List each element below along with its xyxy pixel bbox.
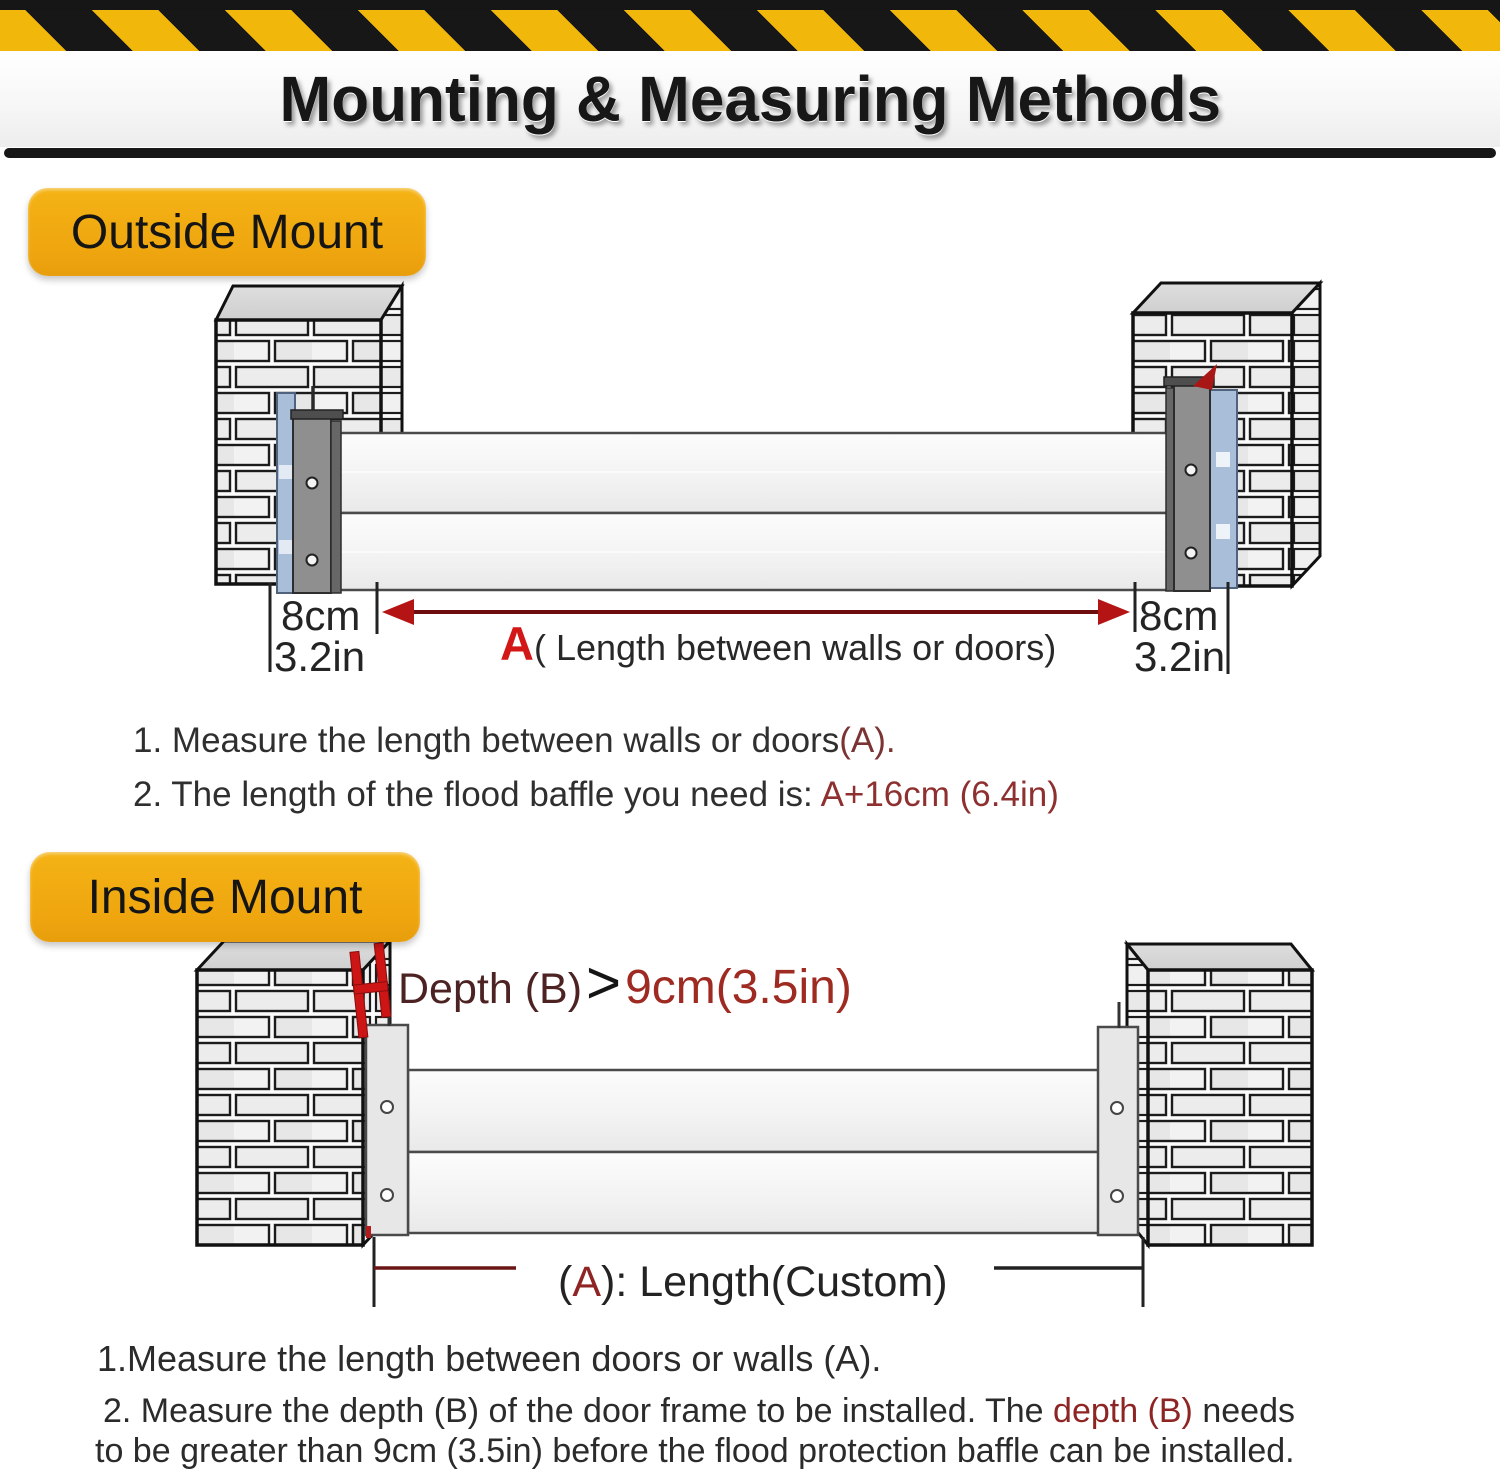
depth-b-caption	[398, 948, 852, 1017]
outside-step-1	[133, 714, 1059, 768]
depth-b-label: Depth (B)	[398, 965, 583, 1013]
page-title: Mounting & Measuring Methods	[279, 63, 1221, 135]
outside-mount-steps	[133, 714, 1059, 822]
right-mount-channel	[1164, 364, 1237, 591]
outside-right-offset-in: 3.2in	[1134, 633, 1226, 680]
length-a-text: ( Length between walls or doors)	[533, 627, 1057, 668]
right-mount-channel-2	[1098, 1002, 1138, 1235]
length-a-caption	[500, 616, 1056, 671]
outside-step-2	[133, 768, 1059, 822]
length-custom-open: (	[558, 1258, 573, 1306]
outside-mount-badge	[28, 188, 426, 276]
outside-step-2-value: A+16cm (6.4in)	[820, 775, 1059, 814]
inside-step-1: 1.Measure the length between doors or walls (A).	[97, 1338, 882, 1379]
outside-step-1-a: (A).	[839, 721, 896, 760]
inside-step-2-line2: to be greater than 9cm (3.5in) before the flood protection baffle can be installed.	[95, 1432, 1295, 1470]
inside-step-2-depth-red: depth (B)	[1053, 1392, 1193, 1430]
outside-right-offset-cm: 8cm	[1139, 592, 1219, 639]
length-a-letter: A	[500, 617, 534, 670]
flood-barrier-panels	[334, 433, 1180, 590]
right-brick-pillar-2	[1127, 944, 1312, 1245]
inside-step-2-text-b: needs	[1192, 1392, 1295, 1430]
depth-b-value: 9cm(3.5in)	[625, 961, 852, 1014]
inside-step-2-text-a: 2. Measure the depth (B) of the door frame to be installed. The	[103, 1392, 1054, 1430]
length-custom-rest: ): Length(Custom)	[601, 1258, 948, 1306]
left-mount-channel-2	[366, 1000, 408, 1238]
left-mount-channel	[277, 386, 343, 593]
outside-left-offset-cm: 8cm	[281, 592, 361, 639]
outside-left-offset-in: 3.2in	[274, 633, 366, 680]
outside-mount-badge-label: Outside Mount	[70, 205, 384, 259]
flood-barrier-panels-2	[408, 1070, 1102, 1233]
inside-step-2-line1	[103, 1392, 1295, 1431]
length-custom-caption	[558, 1258, 948, 1307]
greater-than-sign: >	[586, 949, 622, 1016]
inside-mount-badge	[30, 852, 420, 942]
outside-step-2-text: 2. The length of the flood baffle you need is:	[133, 775, 821, 814]
inside-mount-badge-label: Inside Mount	[87, 870, 363, 924]
length-custom-a: A	[572, 1258, 602, 1306]
outside-step-1-text: 1. Measure the length between walls or doors	[133, 721, 840, 760]
